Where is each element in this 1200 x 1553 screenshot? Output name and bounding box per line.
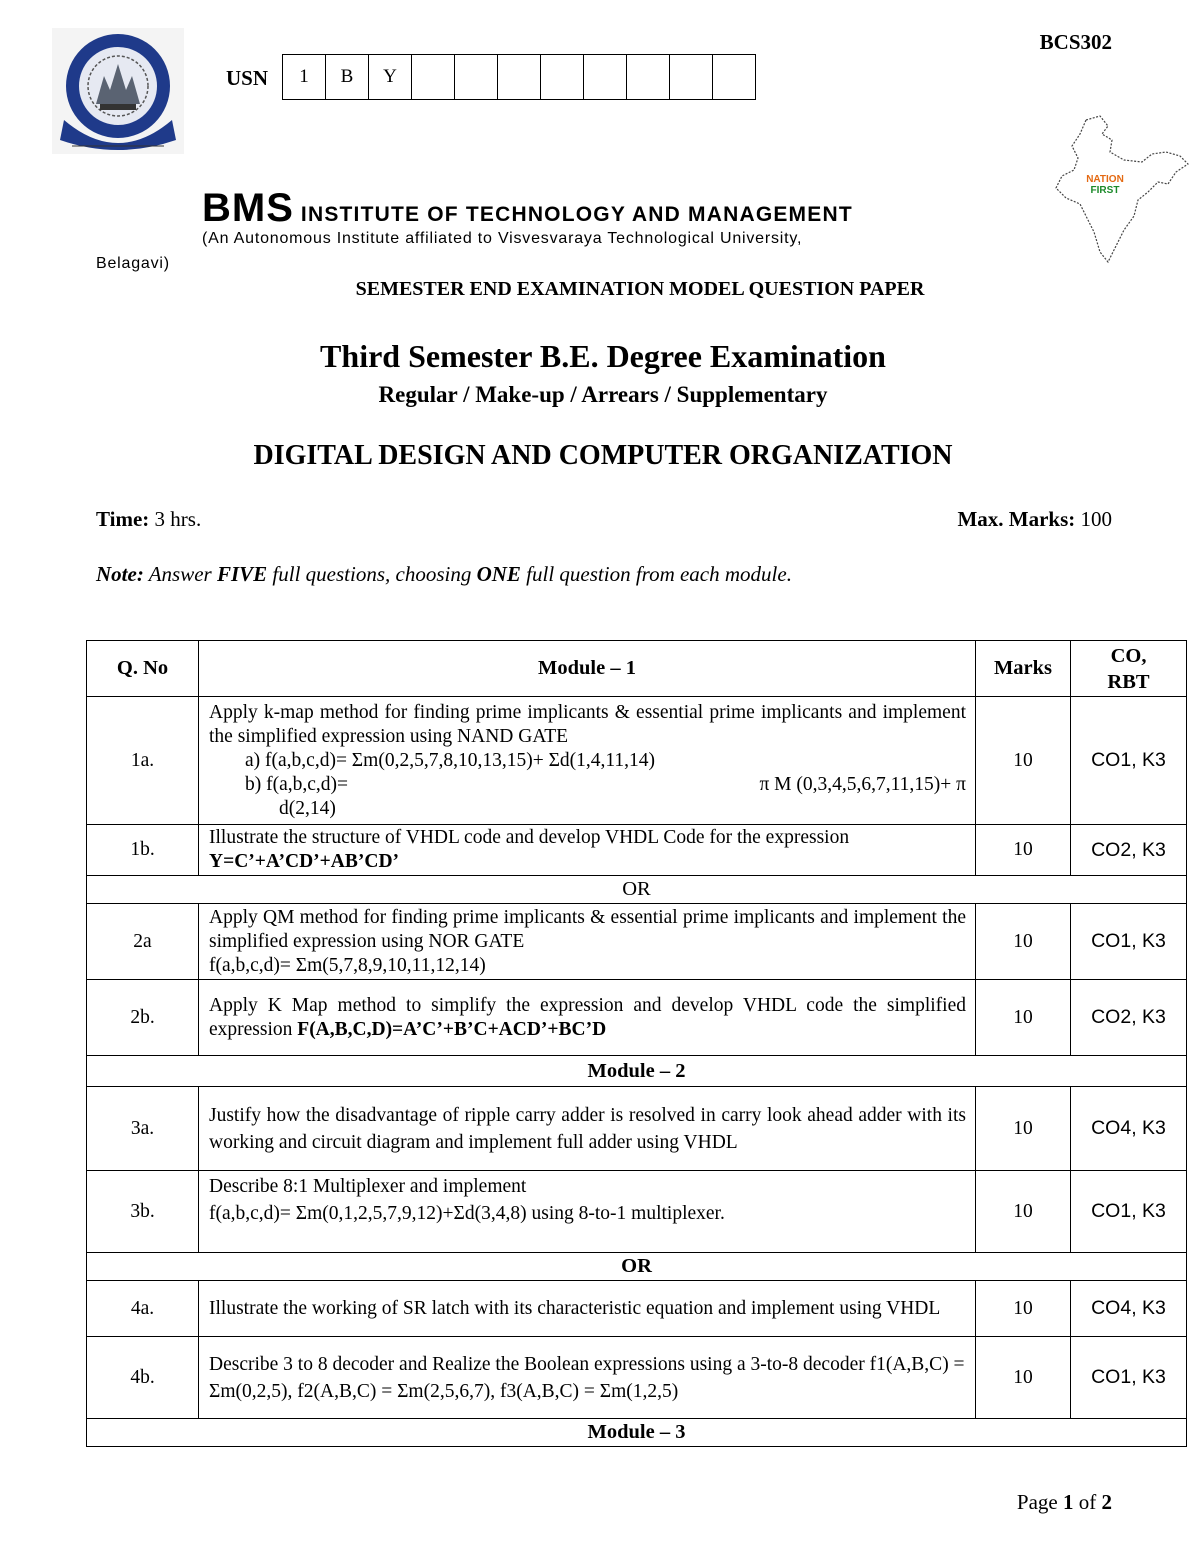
question-text-main: Describe 8:1 Multiplexer and implement bbox=[209, 1176, 527, 1197]
question-part-b bbox=[209, 773, 966, 797]
question-text-main: Apply QM method for finding prime implicants & essential prime implicants and implement the simplified expression using NOR GATE bbox=[209, 906, 966, 952]
usn-boxes bbox=[282, 54, 756, 100]
question-co: CO4, K3 bbox=[1071, 1281, 1187, 1337]
question-row bbox=[87, 980, 1187, 1056]
usn-cell[interactable]: 1 bbox=[283, 55, 326, 100]
question-row bbox=[87, 1171, 1187, 1253]
question-number: 4b. bbox=[87, 1337, 199, 1419]
question-expression: f(a,b,c,d)= Σm(0,1,2,5,7,9,12)+Σd(3,4,8) using 8-to-1 multiplexer. bbox=[209, 1203, 725, 1224]
question-marks: 10 bbox=[976, 1171, 1071, 1253]
part-b-rhs: π M (0,3,4,5,6,7,11,15)+ π bbox=[759, 773, 966, 795]
question-co: CO1, K3 bbox=[1071, 1337, 1187, 1419]
note-emphasis: FIVE bbox=[216, 562, 268, 586]
question-row bbox=[87, 904, 1187, 980]
question-expression: Y=C’+A’CD’+AB’CD’ bbox=[209, 851, 400, 872]
time-value: 3 hrs. bbox=[149, 507, 202, 531]
exam-subtitle: Regular / Make-up / Arrears / Supplementary bbox=[378, 382, 828, 407]
question-text-main: Apply K Map method to simplify the expression and develop VHDL code the simplified expression bbox=[209, 994, 966, 1040]
header-co: CO, RBT bbox=[1071, 641, 1187, 697]
institute-short: BMS bbox=[202, 186, 294, 230]
or-row bbox=[87, 876, 1187, 904]
question-marks: 10 bbox=[976, 980, 1071, 1056]
map-text-nation: NATION bbox=[1086, 174, 1124, 185]
question-row bbox=[87, 1281, 1187, 1337]
question-number: 4a. bbox=[87, 1281, 199, 1337]
question-expression: F(A,B,C,D)=A’C’+B’C+ACD’+BC’D bbox=[297, 1018, 607, 1040]
question-text-main: Illustrate the structure of VHDL code and develop VHDL Code for the expression bbox=[209, 827, 850, 848]
question-expression: f(a,b,c,d)= Σm(5,7,8,9,10,11,12,14) bbox=[209, 954, 486, 976]
exam-title: Third Semester B.E. Degree Examination bbox=[320, 338, 886, 374]
max-marks-info bbox=[957, 507, 1112, 532]
page-total: 2 bbox=[1101, 1490, 1112, 1514]
question-number: 2a bbox=[87, 904, 199, 980]
question-row bbox=[87, 697, 1187, 825]
exam-type: SEMESTER END EXAMINATION MODEL QUESTION PAPER bbox=[355, 278, 925, 300]
question-number: 3b. bbox=[87, 1171, 199, 1253]
table-header-row bbox=[87, 641, 1187, 697]
instructions-note bbox=[96, 562, 792, 587]
or-label: OR bbox=[87, 876, 1187, 904]
page-number bbox=[1017, 1490, 1112, 1515]
question-row bbox=[87, 1337, 1187, 1419]
header-marks: Marks bbox=[976, 641, 1071, 697]
question-marks: 10 bbox=[976, 1337, 1071, 1419]
course-title: DIGITAL DESIGN AND COMPUTER ORGANIZATION bbox=[253, 440, 953, 471]
page-mid: of bbox=[1073, 1490, 1102, 1514]
question-text bbox=[199, 825, 976, 876]
module-row bbox=[87, 1419, 1187, 1447]
question-text bbox=[199, 980, 976, 1056]
affiliation-line-2: Belagavi) bbox=[96, 255, 170, 272]
note-emphasis: ONE bbox=[476, 562, 521, 586]
usn-label: USN bbox=[226, 66, 269, 90]
question-co: CO4, K3 bbox=[1071, 1087, 1187, 1171]
question-row bbox=[87, 1087, 1187, 1171]
question-number: 3a. bbox=[87, 1087, 199, 1171]
question-text bbox=[199, 1171, 976, 1253]
question-text bbox=[199, 697, 976, 825]
question-text: Describe 3 to 8 decoder and Realize the Boolean expressions using a 3-to-8 decoder f1(A,B,C) = Σm(0,2,5), f2(A,B,C) = Σm(2,5,6,7), f3(A,B,C) = Σm(1,2,5) bbox=[199, 1337, 976, 1419]
question-table bbox=[86, 640, 1187, 1447]
nation-first-map-logo bbox=[1050, 112, 1192, 270]
question-text: Justify how the disadvantage of ripple carry adder is resolved in carry look ahead adder with its working and circuit diagram and implement full adder using VHDL bbox=[199, 1087, 976, 1171]
question-number: 1b. bbox=[87, 825, 199, 876]
question-part-a: a) f(a,b,c,d)= Σm(0,2,5,7,8,10,13,15)+ Σd(1,4,11,14) bbox=[245, 749, 656, 771]
question-part-b-cont: d(2,14) bbox=[279, 797, 336, 819]
time-label: Time: bbox=[96, 507, 150, 531]
max-marks-value: 100 bbox=[1075, 507, 1112, 531]
note-text: Answer bbox=[143, 562, 217, 586]
module-row bbox=[87, 1056, 1187, 1087]
question-text: Illustrate the working of SR latch with its characteristic equation and implement using VHDL bbox=[199, 1281, 976, 1337]
question-text-main: Apply k-map method for finding prime implicants & essential prime implicants and implement the simplified expression using NAND GATE bbox=[209, 701, 966, 747]
institute-logo bbox=[52, 28, 184, 154]
question-marks: 10 bbox=[976, 1087, 1071, 1171]
question-co: CO1, K3 bbox=[1071, 1171, 1187, 1253]
affiliation-line-1: (An Autonomous Institute affiliated to Visvesvaraya Technological University, bbox=[202, 230, 803, 247]
max-marks-label: Max. Marks: bbox=[957, 507, 1076, 531]
question-co: CO1, K3 bbox=[1071, 697, 1187, 825]
usn-cell[interactable] bbox=[498, 55, 541, 100]
usn-cell[interactable] bbox=[713, 55, 756, 100]
institute-name bbox=[202, 186, 853, 231]
page-prefix: Page bbox=[1016, 1490, 1063, 1514]
question-co: CO2, K3 bbox=[1071, 825, 1187, 876]
module-label: Module – 2 bbox=[87, 1056, 1187, 1087]
question-co: CO2, K3 bbox=[1071, 980, 1187, 1056]
usn-cell[interactable] bbox=[412, 55, 455, 100]
usn-cell[interactable]: B bbox=[326, 55, 369, 100]
question-marks: 10 bbox=[976, 904, 1071, 980]
question-number: 1a. bbox=[87, 697, 199, 825]
question-marks: 10 bbox=[976, 825, 1071, 876]
question-row bbox=[87, 825, 1187, 876]
question-marks: 10 bbox=[976, 1281, 1071, 1337]
institute-rest: INSTITUTE OF TECHNOLOGY AND MANAGEMENT bbox=[293, 203, 853, 226]
header-module: Module – 1 bbox=[199, 641, 976, 697]
or-row bbox=[87, 1253, 1187, 1281]
note-text: full questions, choosing bbox=[267, 562, 477, 586]
page-current: 1 bbox=[1063, 1490, 1074, 1514]
usn-cell[interactable] bbox=[670, 55, 713, 100]
header-qno: Q. No bbox=[87, 641, 199, 697]
note-label: Note: bbox=[96, 562, 144, 586]
course-code: BCS302 bbox=[1039, 30, 1112, 54]
or-label: OR bbox=[87, 1253, 1187, 1281]
module-label: Module – 3 bbox=[87, 1419, 1187, 1447]
question-co: CO1, K3 bbox=[1071, 904, 1187, 980]
usn-cell[interactable] bbox=[627, 55, 670, 100]
usn-cell[interactable] bbox=[584, 55, 627, 100]
time-info bbox=[96, 507, 201, 532]
question-text bbox=[199, 904, 976, 980]
usn-cell[interactable]: Y bbox=[369, 55, 412, 100]
question-number: 2b. bbox=[87, 980, 199, 1056]
map-text-first: FIRST bbox=[1090, 185, 1120, 196]
question-marks: 10 bbox=[976, 697, 1071, 825]
part-b-lhs: b) f(a,b,c,d)= bbox=[245, 773, 349, 795]
usn-cell[interactable] bbox=[455, 55, 498, 100]
usn-cell[interactable] bbox=[541, 55, 584, 100]
note-text: full question from each module. bbox=[520, 562, 792, 586]
